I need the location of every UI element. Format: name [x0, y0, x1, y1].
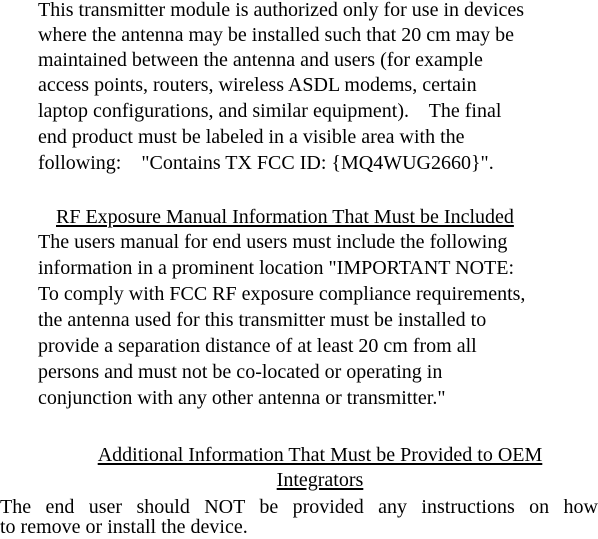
paragraph-1-line-4: access points, routers, wireless ASDL modems, certain — [38, 74, 477, 96]
rf-exposure-line-4: the antenna used for this transmitter must be installed to — [38, 309, 487, 331]
rf-exposure-line-7: conjunction with any other antenna or transmitter." — [38, 387, 446, 409]
rf-exposure-line-2: information in a prominent location "IMPORTANT NOTE: — [38, 257, 515, 279]
rf-exposure-line-1: The users manual for end users must include the following — [38, 231, 508, 253]
paragraph-1-line-2: where the antenna may be installed such that 20 cm may be — [38, 24, 514, 46]
oem-body-line-2: to remove or install the device. — [0, 516, 248, 538]
rf-exposure-line-5: provide a separation distance of at least 20 cm from all — [38, 335, 477, 357]
oem-heading-line-2: Integrators — [276, 469, 364, 491]
paragraph-1-line-5: laptop configurations, and similar equipment). The final — [38, 100, 502, 122]
oem-body-line-1: The end user should NOT be provided any instructions on how — [0, 496, 598, 518]
paragraph-1-line-3: maintained between the antenna and users (for example — [38, 49, 483, 71]
paragraph-1-line-7: following: "Contains TX FCC ID: {MQ4WUG2660}". — [38, 152, 494, 174]
rf-exposure-line-3: To comply with FCC RF exposure compliance requirements, — [38, 283, 526, 305]
rf-exposure-heading: RF Exposure Manual Information That Must be Included — [56, 206, 514, 228]
paragraph-1-line-1: This transmitter module is authorized only for use in devices — [38, 0, 524, 21]
rf-exposure-line-6: persons and must not be co-located or operating in — [38, 361, 443, 383]
oem-heading-line-1: Additional Information That Must be Provided to OEM — [97, 444, 543, 466]
paragraph-1-line-6: end product must be labeled in a visible area with the — [38, 126, 465, 148]
